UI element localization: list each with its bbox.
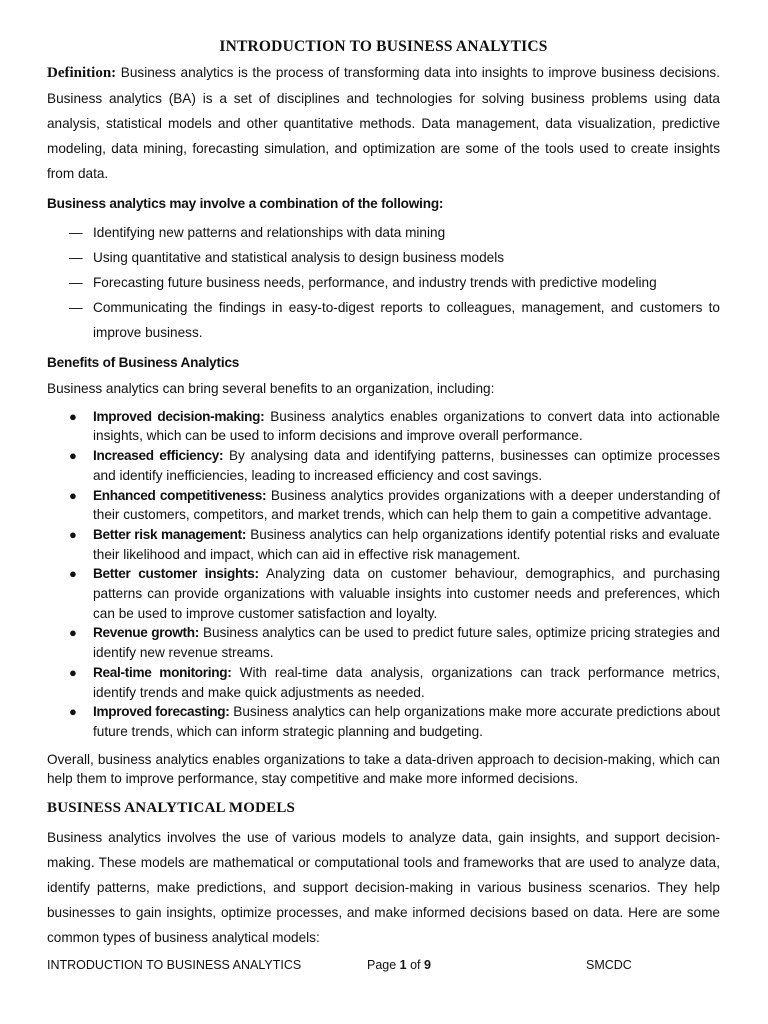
bullet-icon: ● — [69, 448, 77, 464]
page-content — [47, 38, 720, 950]
bullet-icon: ● — [69, 704, 77, 720]
overall-paragraph: Overall, business analytics enables organizations to take a data-driven approach to decision-making, which can help them to improve performance, stay competitive and make more informed decisions. — [47, 751, 720, 787]
models-heading: BUSINESS ANALYTICAL MODELS — [47, 800, 296, 817]
list-item: ● Enhanced competitiveness: Business analytics provides organizations with a deeper understanding of their customers, competitors, and market trends, which can help them to gain a competitive advantage. — [69, 487, 721, 523]
benefits-heading: Benefits of Business Analytics — [47, 355, 240, 370]
bullet-icon: ● — [69, 526, 77, 542]
models-paragraph: Business analytics involves the use of various models to analyze data, gain insights, and support decision-making. These models are mathematical or computational tools and frameworks that are used to analyze data, identify patterns, make predictions, and support decision-making in various business scenarios. They help businesses to gain insights, optimize processes, and make informed decisions based on data. Here are some common types of business analytical models: — [47, 830, 720, 946]
page-footer — [47, 958, 720, 978]
list-item: ● Revenue growth: Business analytics can be used to predict future sales, optimize pricing strategies and identify new revenue streams. — [69, 625, 720, 661]
list-item: ● Improved decision-making: Business analytics enables organizations to convert data into actionable insights, which can be used to inform decisions and improve overall performance. — [69, 408, 720, 444]
page-title: INTRODUCTION TO BUSINESS ANALYTICS — [219, 38, 548, 55]
dash-icon: — — [69, 250, 83, 265]
dash-icon: — — [69, 275, 83, 290]
bullet-icon: ● — [69, 487, 77, 503]
footer-page-number: Page 1 of 9 — [367, 958, 431, 972]
bullet-icon: ● — [69, 664, 77, 680]
bullet-icon: ● — [69, 408, 77, 424]
footer-org: SMCDC — [586, 958, 632, 972]
list-item: ● Better customer insights: Analyzing data on customer behaviour, demographics, and purchasing patterns can provide organizations with valuable insights into customer needs and preferences, which can be used to improve customer satisfaction and loyalty. — [69, 566, 720, 621]
dash-icon: — — [69, 225, 83, 240]
benefits-intro: Business analytics can bring several benefits to an organization, including: — [47, 381, 495, 396]
involve-heading: Business analytics may involve a combination of the following: — [47, 196, 444, 211]
definition-paragraph — [47, 60, 720, 186]
dash-icon: — — [69, 300, 83, 315]
bullet-icon: ● — [69, 625, 77, 641]
list-item: ● Improved forecasting: Business analytics can help organizations make more accurate predictions about future trends, which can inform strategic planning and budgeting. — [69, 704, 720, 739]
list-item: — Using quantitative and statistical analysis to design business models — [47, 245, 720, 270]
definition-lead: Definition: — [47, 65, 117, 81]
list-item: ● Real-time monitoring: With real-time data analysis, organizations can track performance metrics, identify trends and make quick adjustments as needed. — [69, 664, 721, 700]
list-item: — Communicating the findings in easy-to-digest reports to colleagues, management, and customers to improve business. — [47, 295, 720, 345]
definition-text: Business analytics is the process of transforming data into insights to improve business decisions. Business analytics (BA) is a set of disciplines and technologies for solving business problems using data analysis, statistical models and other quantitative methods. Data management, data visualization, predictive modeling, data mining, forecasting simulation, and optimization are some of the tools used to create insights from data. — [47, 65, 720, 181]
list-item: — Identifying new patterns and relationships with data mining — [47, 220, 720, 245]
list-item: ● Increased efficiency: By analysing data and identifying patterns, businesses can optimize processes and identify inefficiencies, leading to increased efficiency and cost savings. — [69, 448, 720, 483]
involve-list — [47, 220, 720, 345]
bullet-icon: ● — [69, 566, 77, 582]
list-item: ● Better risk management: Business analytics can help organizations identify potential risks and evaluate their likelihood and impact, which can aid in effective risk management. — [69, 526, 720, 562]
list-item: — Forecasting future business needs, performance, and industry trends with predictive modeling — [47, 270, 720, 295]
benefits-list — [47, 407, 720, 742]
footer-title: INTRODUCTION TO BUSINESS ANALYTICS — [47, 958, 302, 972]
